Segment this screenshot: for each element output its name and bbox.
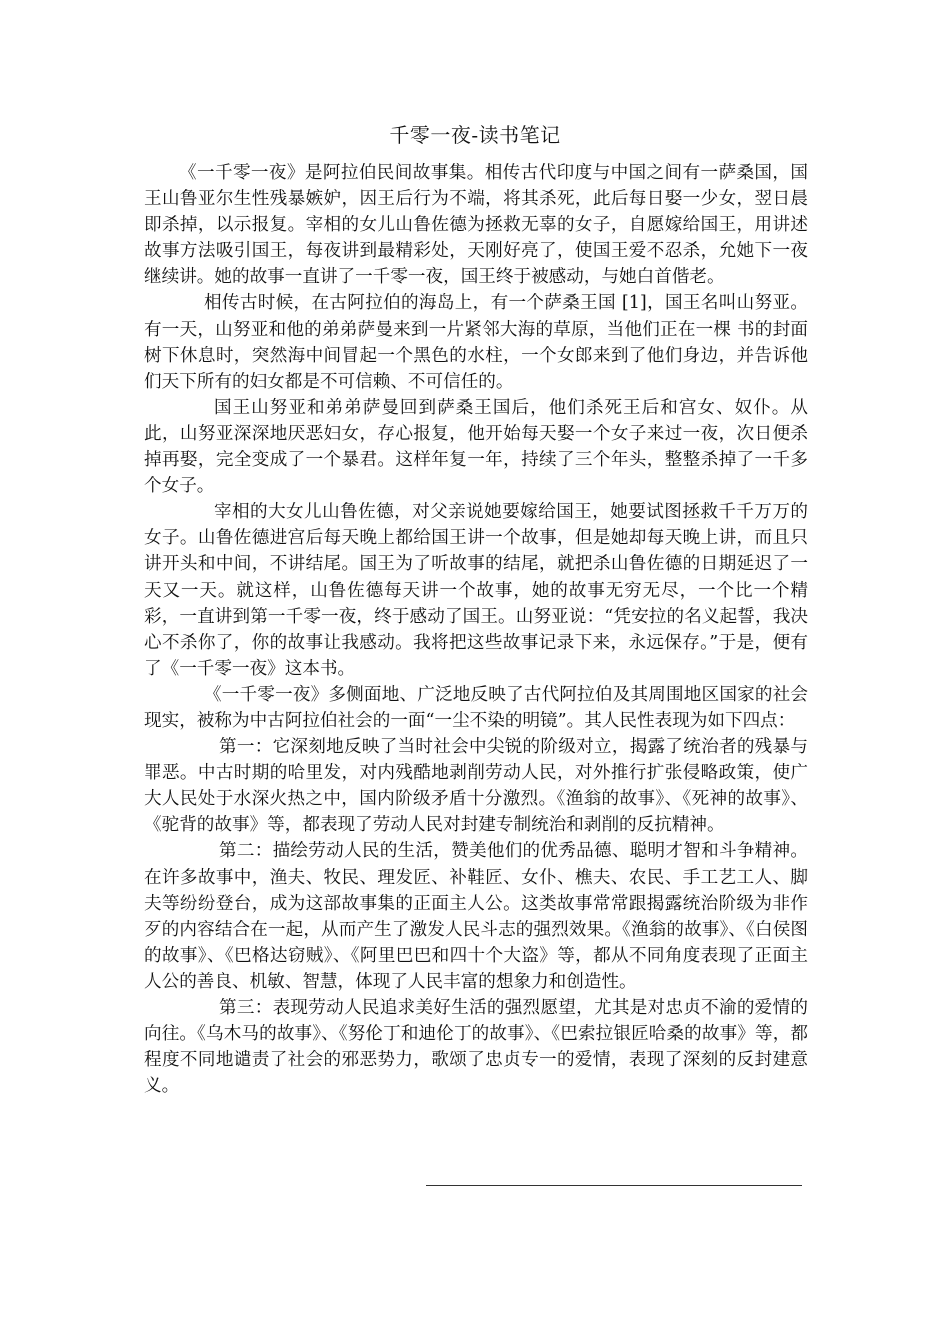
paragraph-king-revenge: 国王山努亚和弟弟萨曼回到萨桑王国后，他们杀死王后和宫女、奴仆。从此，山努亚深深地厌恶妇女，存心报复，他开始每天娶一个女子来过一夜，次日便杀掉再娶，完全变成了一个暴君。这样年复一年，持续了三个年头，整整杀掉了一千多个女子。 bbox=[144, 397, 808, 497]
paragraph-point-one: 第一：它深刻地反映了当时社会中尖锐的阶级对立，揭露了统治者的残暴与罪恶。中古时期的哈里发，对内残酷地剥削劳动人民，对外推行扩张侵略政策，使广大人民处于水深火热之中，国内阶级矛盾十分激烈。《渔翁的故事》、《死神的故事》、《驼背的故事》等，都表现了劳动人民对封建专制统治和剥削的反抗精神。 bbox=[144, 737, 808, 836]
paragraph-point-three: 第三：表现劳动人民追求美好生活的强烈愿望，尤其是对忠贞不渝的爱情的向往。《乌木马的故事》、《努伦丁和迪伦丁的故事》、《巴索拉银匠哈桑的故事》等，都程度不同地谴责了社会的邪恶势力，歌颂了忠贞专一的爱情，表现了深刻的反封建意义。 bbox=[144, 998, 808, 1097]
paragraph-legend: 相传古时候，在古阿拉伯的海岛上，有一个萨桑王国 [1]，国王名叫山努亚。有一天，山努亚和他的弟弟萨曼来到一片紧邻大海的草原，当他们正在一棵 书的封面树下休息时，突然海中间冒起一个黑色的水柱，一个女郎来到了他们身边，并告诉他们天下所有的妇女都是不可信赖、不可信任的。 bbox=[144, 293, 808, 392]
paragraph-social-reality: 《一千零一夜》多侧面地、广泛地反映了古代阿拉伯及其周围地区国家的社会现实，被称为中古阿拉伯社会的一面“一尘不染的明镜”。其人民性表现为如下四点： bbox=[144, 684, 808, 731]
closing-rule-line bbox=[426, 1185, 802, 1186]
paragraph-point-two: 第二：描绘劳动人民的生活，赞美他们的优秀品德、聪明才智和斗争精神。在许多故事中，渔夫、牧民、理发匠、补鞋匠、女仆、樵夫、农民、手工艺工人、脚夫等纷纷登台，成为这部故事集的正面主人公。这类故事常常跟揭露统治阶级为非作歹的内容结合在一起，从而产生了激发人民斗志的强烈效果。《渔翁的故事》、《白侯图的故事》、《巴格达窃贼》、《阿里巴巴和四十个大盗》等，都从不同角度表现了正面主人公的善良、机敏、智慧，体现了人民丰富的想象力和创造性。 bbox=[144, 841, 808, 992]
paragraph-intro: 《一千零一夜》是阿拉伯民间故事集。相传古代印度与中国之间有一萨桑国，国王山鲁亚尔生性残暴嫉妒，因王后行为不端，将其杀死，此后每日娶一少女，翌日晨即杀掉，以示报复。宰相的女儿山鲁佐德为拯救无辜的女子，自愿嫁给国王，用讲述故事方法吸引国王，每夜讲到最精彩处，天刚好亮了，使国王爱不忍杀，允她下一夜继续讲。她的故事一直讲了一千零一夜，国王终于被感动，与她白首偕老。 bbox=[144, 163, 808, 288]
paragraph-scheherazade: 宰相的大女儿山鲁佐德，对父亲说她要嫁给国王，她要试图拯救千千万万的女子。山鲁佐德进宫后每天晚上都给国王讲一个故事，但是她却每天晚上讲，而且只讲开头和中间，不讲结尾。国王为了听故事的结尾，就把杀山鲁佐德的日期延迟了一天又一天。就这样，山鲁佐德每天讲一个故事，她的故事无穷无尽，一个比一个精彩，一直讲到第一千零一夜，终于感动了国王。山努亚说：“凭安拉的名义起誓，我决心不杀你了，你的故事让我感动。我将把这些故事记录下来，永远保存。”于是，便有了《一千零一夜》这本书。 bbox=[144, 502, 808, 679]
document-title: 千零一夜-读书笔记 bbox=[389, 123, 561, 147]
document-body bbox=[144, 160, 808, 1099]
